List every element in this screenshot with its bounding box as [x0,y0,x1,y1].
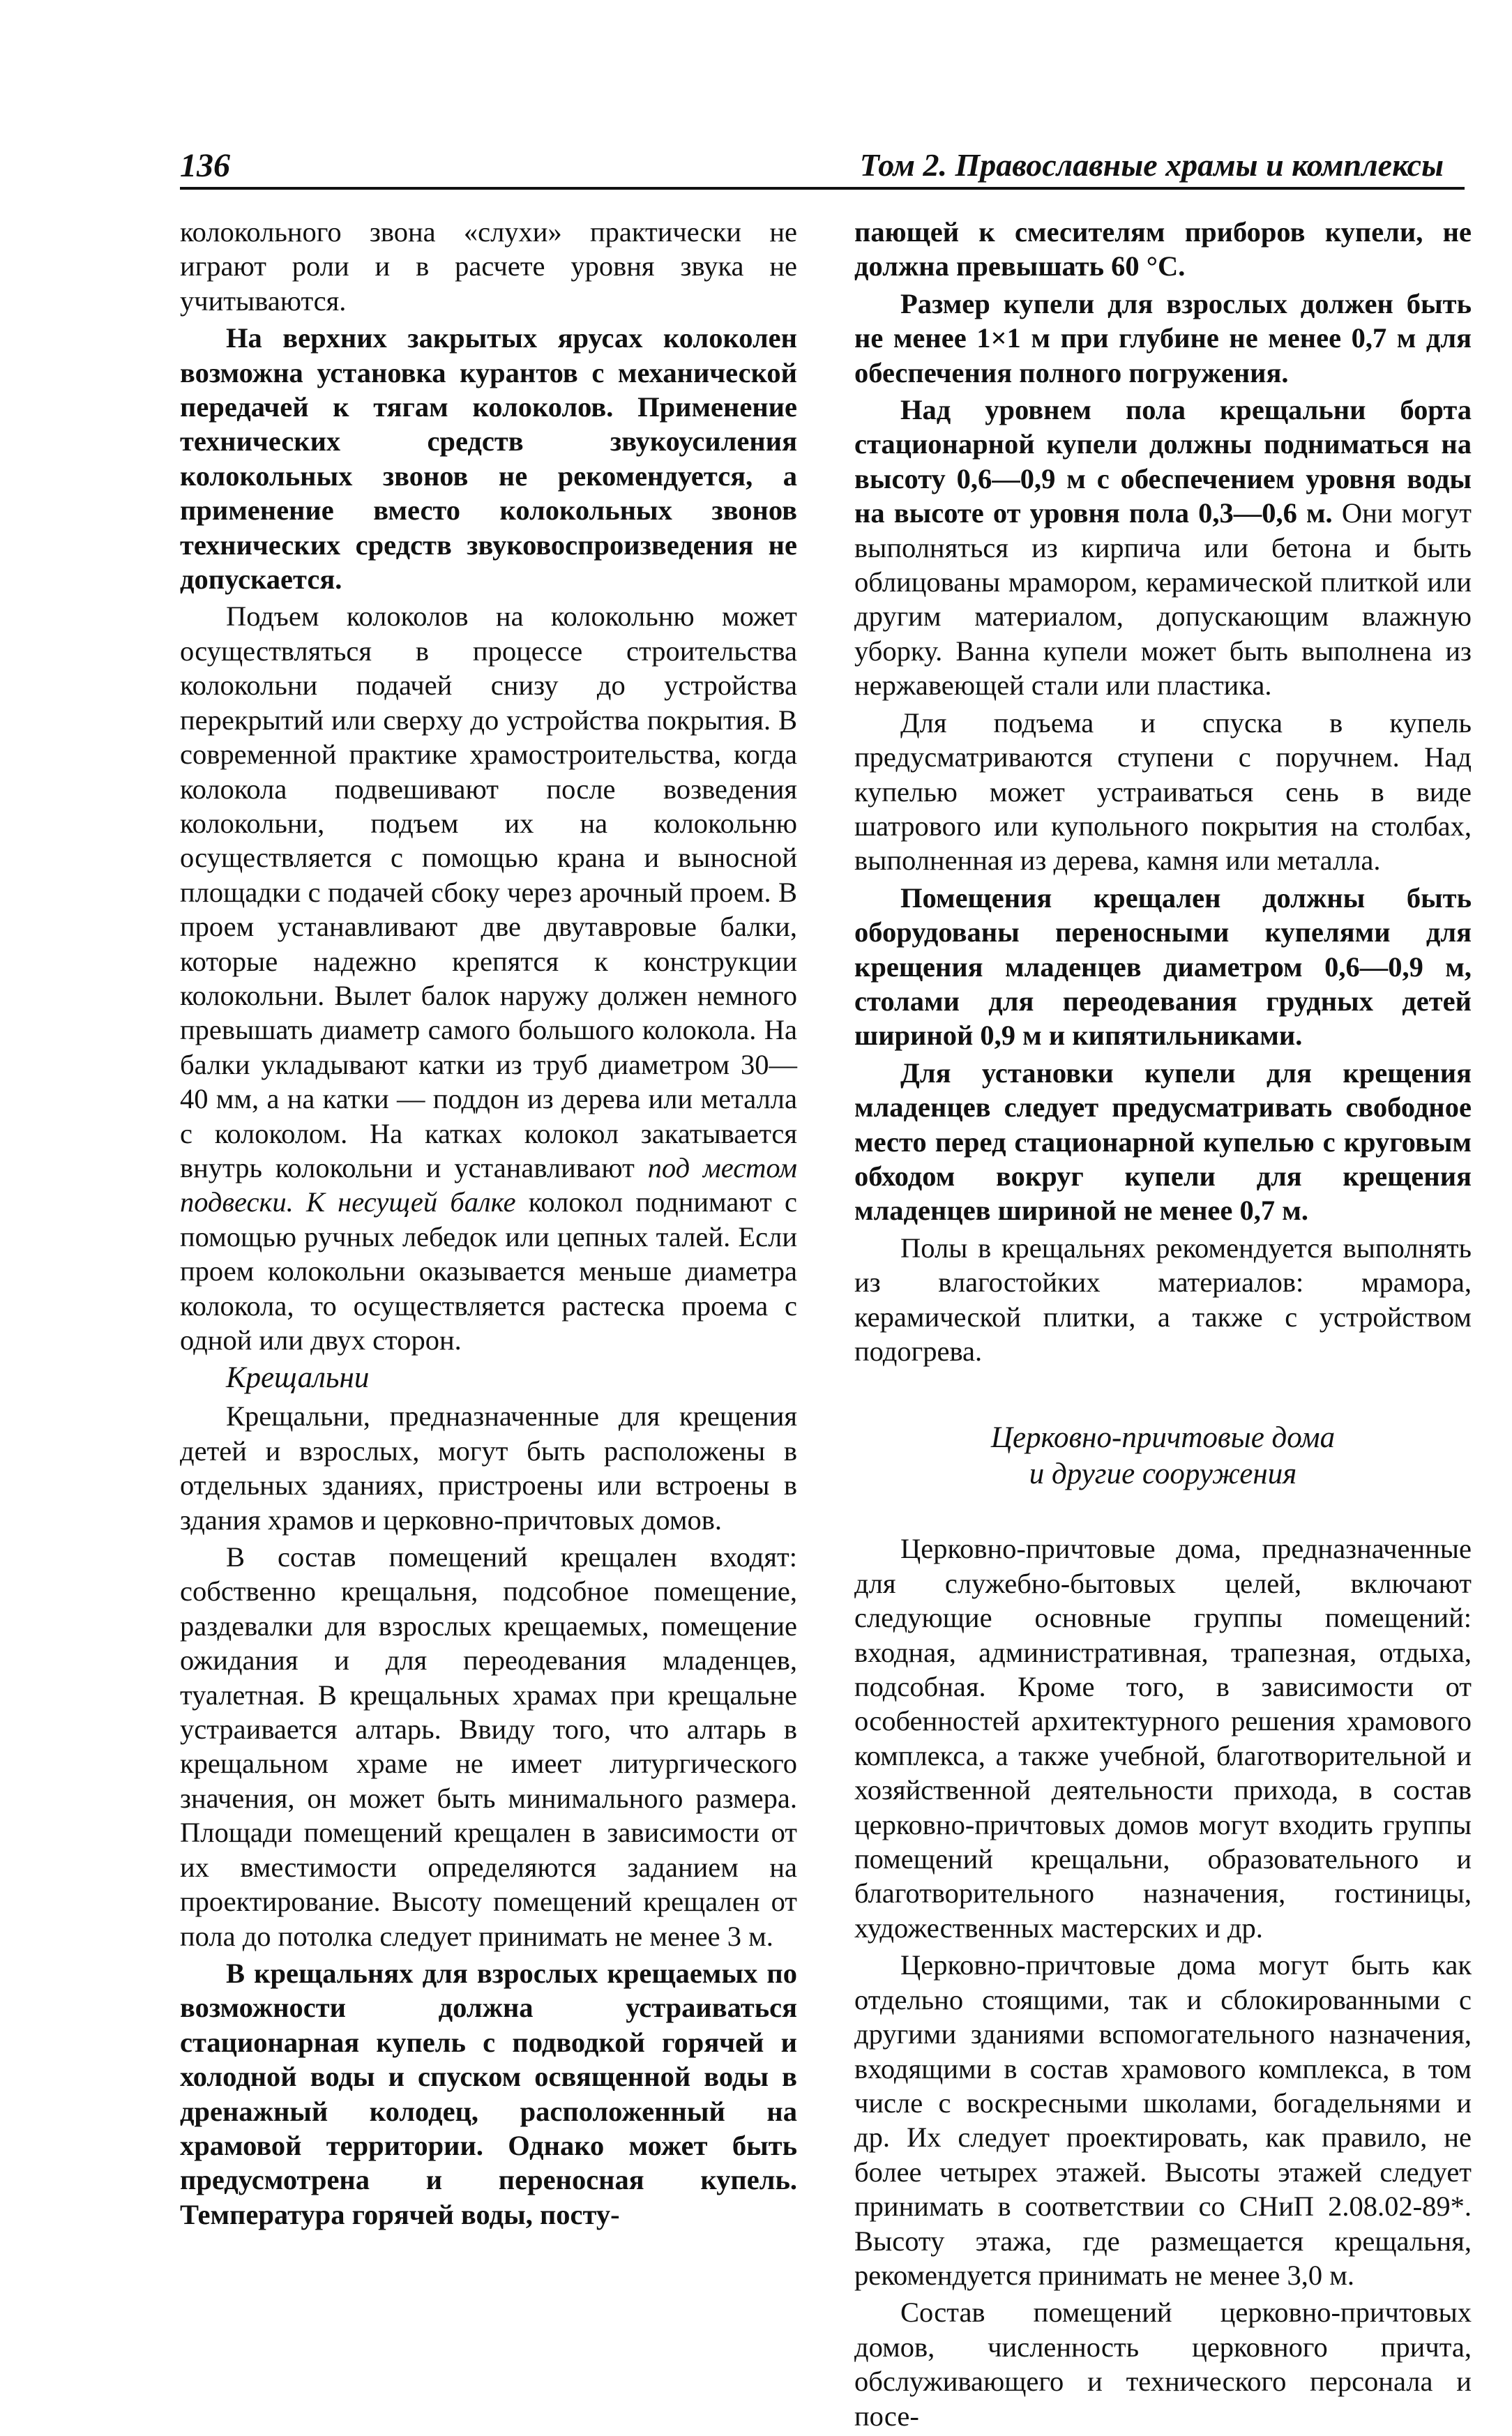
paragraph-font-rim [854,393,1472,703]
left-column [180,215,797,2234]
paragraph-bell-lifting [180,599,797,1357]
heading-line: Церковно-причтовые дома [990,1421,1336,1455]
paragraph-bell-hearing: колокольного звона «слухи» практически не играют роли и в расчете уровня звука не учитываются. [180,216,797,317]
section-heading-parish-houses [854,1420,1472,1492]
heading-line: и другие сооружения [1029,1458,1297,1491]
paragraph-parish-houses: Церковно-причтовые дома, предназначенные для служебно-бытовых целей, включают следующие основные группы помещений: входная, административная, трапезная, отдыха, подсобная. Кроме того, в зависимости от особенностей архитектурного решения храмового комплекса, а также учебной, благотворительной и хозяйственной деятельности прихода, в состав церковно-причтовых домов могут входить группы помещений крещальни, образовательного и благотворительного назначения, гостиницы, художественных мастерских и др. [854,1533,1472,1944]
paragraph-portable-fonts: Помещения крещален должны быть оборудованы переносными купелями для крещения младенцев диаметром 0,6—0,9 м, столами для переодевания грудных детей шириной 0,9 м и кипятильниками. [854,882,1472,1052]
text-span: колокол поднимают с помощью ручных лебедок или цепных талей. Если проем колокольни оказывается меньше диаметра колокола, то осуществляется растеска проема с одной или двух сторон. [180,1186,797,1356]
paragraph-baptistries-intro: Крещальни, предназначенные для крещения детей и взрослых, могут быть расположены в отдельных зданиях, пристроены или встроены в здания храмов и церковно-причтовых домов. [180,1400,797,1536]
text-span: Подъем колоколов на колокольню может осуществляться в процессе строительства колокольни подачей снизу до устройства перекрытий или сверху до устройства покрытия. В современной практике храмостроительства, когда колокола подвешивают после возведения колокольни, подъем их на колокольню осуществляется с помощью крана и выносной площадки с подачей сбоку через арочный проем. В проем устанавливают две двутавровые балки, которые надежно крепятся к конструкции колокольни. Вылет балок наружу должен немного превышать диаметр самого большого колокола. На балки укладывают катки из труб диаметром 30—40 мм, а на катки — поддон из дерева или металла с колоколом. На катках колокол закатывается внутрь колокольни и устанавливают [180,600,797,1183]
right-column [854,215,1472,2436]
paragraph-parish-houses-layout: Церковно-причтовые дома могут быть как отдельно стоящими, так и сблокированными с другими зданиями вспомогательного назначения, входящими в состав храмового комплекса, в том числе с воскресными школами, богадельнями и др. Их следует проектировать, как правило, не более четырех этажей. Высоты этажей следует принимать в соответствии со СНиП 2.08.02-89*. Высоту этажа, где размещается крещальня, рекомендуется принимать не менее 3,0 м. [854,1949,1472,2291]
italic-span: под местом подвески. К несущей балке [180,1151,797,1218]
paragraph-font-installation: В крещальнях для взрослых крещаемых по возможности должна устраиваться стационарная купель с подводкой горячей и холодной воды и спуском освященной воды в дренажный колодец, расположенный на храмовой территории. Однако может быть предусмотрена и переносная купель. Температура горячей воды, посту- [180,1957,797,2230]
header-rule [180,187,1465,190]
text-span: Они могут выполняться из кирпича или бетона и быть облицованы мрамором, керамической плиткой или другим материалом, допускающим влажную уборку. Ванна купели может быть выполнена из нержавеющей стали или пластика. [854,497,1472,702]
paragraph-staff: Состав помещений церковно-причтовых домов, численность церковного причта, обслуживающего и технического персонала и посе- [854,2297,1472,2432]
paragraph-chimes: На верхних закрытых ярусах колоколен возможна установка курантов с механической передачей к тягам колоколов. Применение технических средств звукоусиления колокольных звонов не рекомендуется, а применение вместо колокольных звонов технических средств звуковоспроизведения не допускается. [180,322,797,596]
page-number: 136 [180,147,230,184]
bold-span: Над уровнем пола крещальни борта стационарной купели должны подниматься на высоту 0,6—0,9 м с обеспечением уровня воды на высоте от уровня пола 0,3—0,6 м. [854,394,1472,529]
section-heading-baptistries: Крещальни [226,1361,370,1395]
paragraph-water-temperature: пающей к смесителям приборов купели, не должна превышать 60 °С. [854,216,1472,282]
paragraph-baptistries-rooms: В состав помещений крещален входят: собственно крещальня, подсобное помещение, раздевалки для взрослых крещаемых, помещение ожидания и для переодевания младенцев, туалетная. В крещальных храмах при крещальне устраивается алтарь. Ввиду того, что алтарь в крещальном храме не имеет литургического значения, он может быть минимального размера. Площади помещений крещален в зависимости от их вместимости определяются заданием на проектирование. Высоту помещений крещален от пола до потолка следует принимать не менее 3 м. [180,1541,797,1952]
paragraph-floors: Полы в крещальнях рекомендуется выполнять из влагостойких материалов: мрамора, керамической плитки, а также с устройством подогрева. [854,1232,1472,1367]
running-title: Том 2. Православные храмы и комплексы [859,147,1444,183]
paragraph-infant-font-space: Для установки купели для крещения младенцев следует предусматривать свободное место перед стационарной купелью с круговым обходом вокруг купели для крещения младенцев шириной не менее 0,7 м. [854,1057,1472,1227]
paragraph-font-size: Размер купели для взрослых должен быть не менее 1×1 м при глубине не менее 0,7 м для обеспечения полного погружения. [854,287,1472,388]
paragraph-steps: Для подъема и спуска в купель предусматриваются ступени с поручнем. Над купелью может устраиваться сень в виде шатрового или купольного покрытия на столбах, выполненная из дерева, камня или металла. [854,706,1472,877]
